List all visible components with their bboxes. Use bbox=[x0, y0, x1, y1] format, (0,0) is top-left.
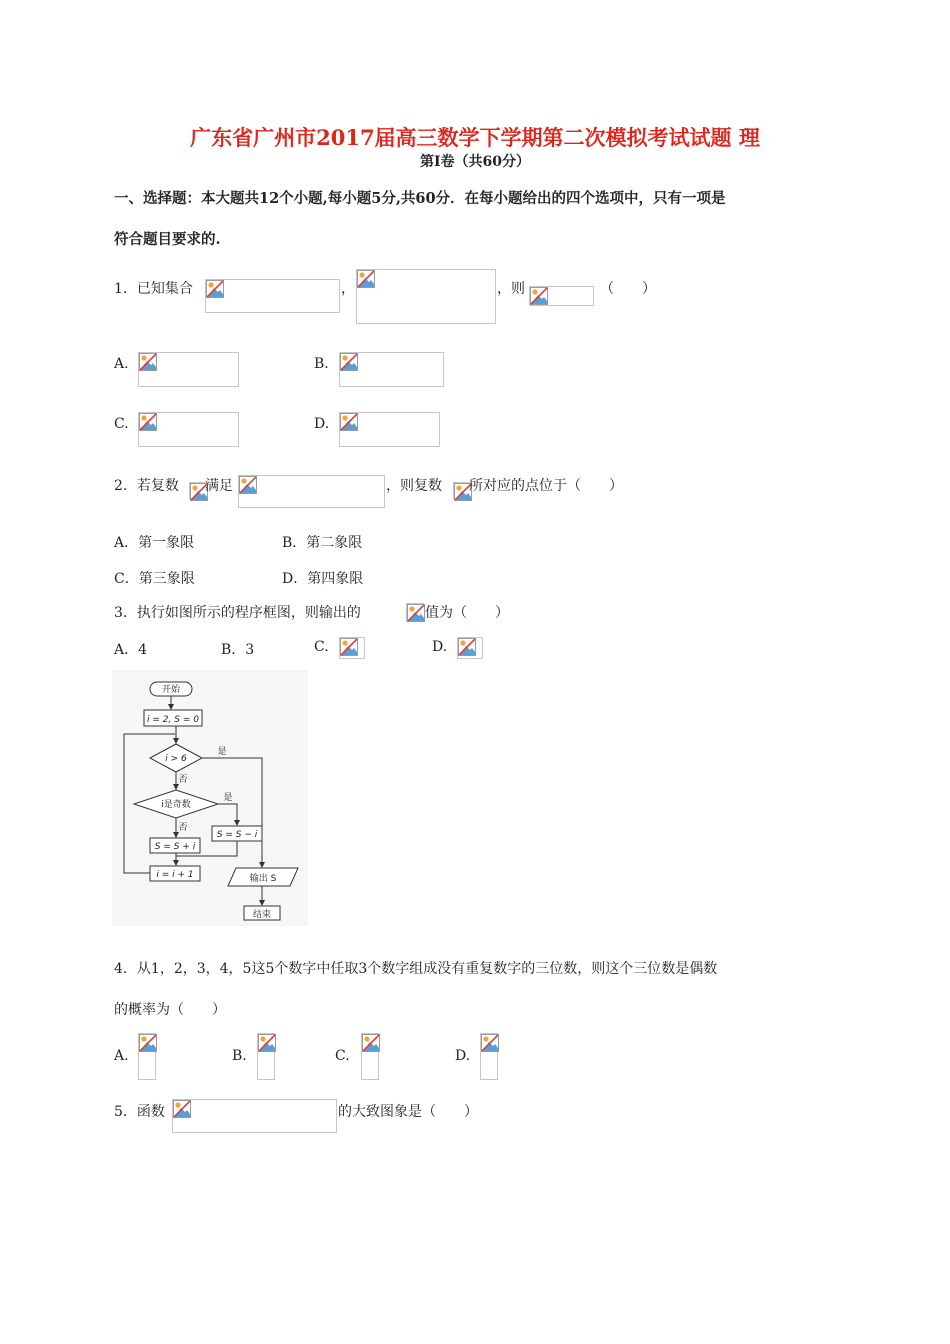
q4-option-a-image bbox=[138, 1033, 156, 1080]
q2-then: ，则复数 bbox=[386, 478, 442, 494]
q1-comma: ， bbox=[341, 281, 355, 297]
broken-image-icon bbox=[206, 280, 224, 298]
flow-no2-label: 否 bbox=[178, 823, 188, 833]
flow-cond2-label: i是奇数 bbox=[161, 800, 191, 810]
flow-yes1-label: 是 bbox=[217, 747, 227, 757]
flow-add-label: S = S + i bbox=[154, 842, 196, 852]
q1-option-d-image bbox=[339, 412, 440, 447]
broken-image-icon bbox=[340, 413, 358, 431]
q4-option-b-image bbox=[257, 1033, 275, 1080]
document-title: 广东省广州市2017届高三数学下学期第二次模拟考试试题 理 bbox=[190, 125, 760, 150]
q4-option-a-label: A. bbox=[114, 1048, 129, 1064]
q2-prefix: 2．若复数 bbox=[114, 478, 179, 494]
q1-option-a-label: A. bbox=[114, 356, 129, 372]
q2-tail: 所对应的点位于（ ） bbox=[469, 478, 623, 494]
program-flowchart bbox=[112, 670, 308, 926]
q1-option-d-label: D. bbox=[314, 416, 330, 432]
q1-option-c-image bbox=[138, 412, 239, 447]
q2-equation-image bbox=[238, 475, 385, 508]
q3-prefix: 3．执行如图所示的程序框图，则输出的 bbox=[114, 605, 361, 621]
flow-yes2-label: 是 bbox=[223, 793, 233, 803]
q1-expression-image bbox=[529, 286, 594, 306]
q4-option-c-image bbox=[361, 1033, 379, 1080]
q1-prefix: 1．已知集合 bbox=[114, 281, 193, 297]
q3-option-a: A．4 bbox=[114, 642, 148, 658]
q1-set-b-image bbox=[356, 269, 496, 324]
flow-init-label: i = 2, S = 0 bbox=[147, 715, 199, 725]
broken-image-icon bbox=[458, 638, 476, 656]
q1-then: ，则 bbox=[497, 281, 525, 297]
q3-tail: 值为（ ） bbox=[425, 605, 509, 621]
broken-image-icon bbox=[357, 270, 375, 288]
broken-image-icon bbox=[239, 476, 257, 494]
flow-output-label: 输出 S bbox=[249, 874, 277, 884]
broken-image-icon bbox=[407, 604, 425, 622]
flow-start-label: 开始 bbox=[161, 685, 181, 695]
broken-image-icon bbox=[362, 1034, 380, 1052]
broken-image-icon bbox=[139, 353, 157, 371]
broken-image-icon bbox=[258, 1034, 276, 1052]
q2-option-d: D．第四象限 bbox=[282, 571, 364, 587]
q1-option-a-image bbox=[138, 352, 239, 387]
broken-image-icon bbox=[530, 287, 548, 305]
broken-image-icon bbox=[340, 638, 358, 656]
q2-satisfies: 满足 bbox=[205, 478, 233, 494]
q2-option-a: A．第一象限 bbox=[114, 535, 195, 551]
section-instructions-line1: 一、选择题：本大题共12个小题,每小题5分,共60分．在每小题给出的四个选项中，只有一项是 bbox=[114, 190, 726, 207]
part-heading: 第Ⅰ卷（共60分） bbox=[419, 154, 531, 170]
q3-option-d-image bbox=[457, 637, 483, 659]
broken-image-icon bbox=[173, 1100, 191, 1118]
q4-option-d-image bbox=[480, 1033, 498, 1080]
broken-image-icon bbox=[139, 1034, 157, 1052]
q2-z-image-2 bbox=[453, 482, 469, 499]
q3-option-d-label: D. bbox=[432, 639, 448, 655]
flow-cond1-label: i > 6 bbox=[165, 754, 187, 764]
q3-option-b: B．3 bbox=[221, 642, 255, 658]
q4-line2: 的概率为（ ） bbox=[114, 1002, 226, 1018]
q1-option-c-label: C. bbox=[114, 416, 129, 432]
q2-option-b: B．第二象限 bbox=[282, 535, 363, 551]
q1-option-b-label: B. bbox=[314, 356, 329, 372]
q3-option-c-image bbox=[339, 637, 365, 659]
q5-tail: 的大致图象是（ ） bbox=[338, 1104, 478, 1120]
broken-image-icon bbox=[481, 1034, 499, 1052]
q1-set-a-image bbox=[205, 279, 340, 313]
q4-option-d-label: D. bbox=[455, 1048, 471, 1064]
section-instructions-line2: 符合题目要求的. bbox=[114, 231, 221, 248]
q4-line1: 4．从1，2，3，4，5这5个数字中任取3个数字组成没有重复数字的三位数，则这个三位数是偶数 bbox=[114, 961, 718, 977]
q2-option-c: C．第三象限 bbox=[114, 571, 195, 587]
q4-option-c-label: C. bbox=[335, 1048, 350, 1064]
q3-s-image bbox=[406, 603, 424, 622]
q2-z-image bbox=[189, 482, 205, 499]
broken-image-icon bbox=[340, 353, 358, 371]
flow-inc-label: i = i + 1 bbox=[156, 870, 194, 880]
q5-function-image bbox=[172, 1099, 337, 1133]
flow-no1-label: 否 bbox=[178, 775, 188, 785]
q5-prefix: 5．函数 bbox=[114, 1104, 165, 1120]
q1-answer-paren: （ ） bbox=[600, 281, 656, 297]
q4-option-b-label: B. bbox=[232, 1048, 247, 1064]
flow-sub-label: S = S − i bbox=[216, 830, 258, 840]
flow-end-label: 结束 bbox=[252, 910, 272, 920]
q1-option-b-image bbox=[339, 352, 444, 387]
broken-image-icon bbox=[139, 413, 157, 431]
q3-option-c-label: C. bbox=[314, 639, 329, 655]
